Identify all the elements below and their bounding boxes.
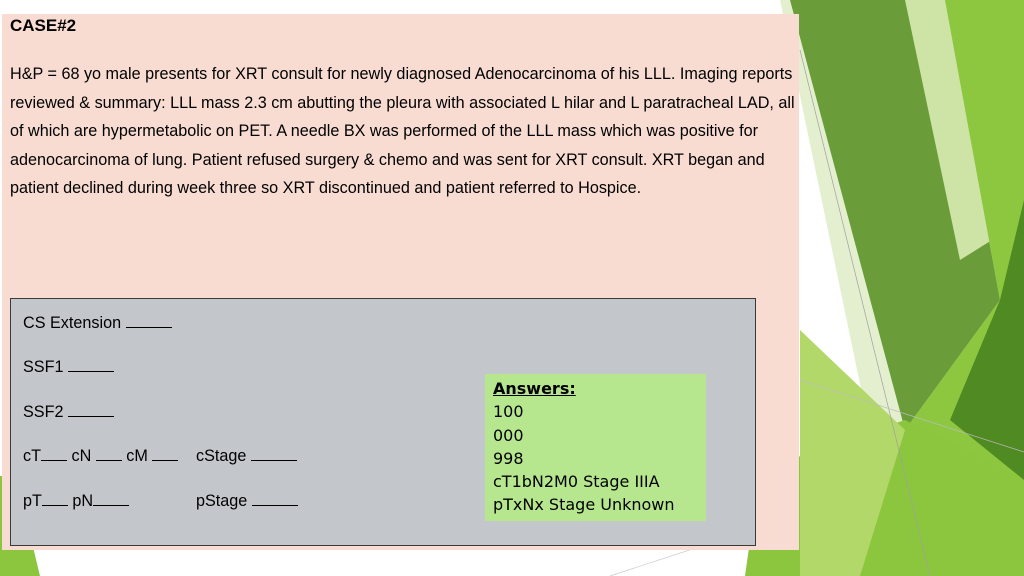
case-narrative: H&P = 68 yo male presents for XRT consult for newly diagnosed Adenocarcinoma of his LLL. Imaging reports reviewed & summary: LLL mass 2.3 cm abutting the pleura with associated L hilar and L paratracheal LAD, all of which are hypermetabolic on PET. A needle BX was performed of the LLL mass which was positive for adenocarcinoma of lung. Patient refused surgery & chemo and was sent for XRT consult. XRT began and patient declined during week three so XRT discontinued and patient referred to Hospice.: [10, 65, 795, 198]
answers-box: [485, 374, 706, 521]
ct-blank: [41, 446, 67, 461]
pstage-field: [196, 491, 298, 511]
pn-label: pN: [72, 492, 94, 510]
cstage-label: cStage: [196, 447, 247, 465]
pstage-blank: [252, 491, 298, 506]
ssf1-blank: [68, 357, 114, 372]
ssf2-label: SSF2: [23, 403, 64, 421]
cs-extension-field: [23, 313, 172, 333]
cs-extension-blank: [126, 313, 172, 328]
pn-blank: [93, 491, 129, 506]
ssf2-blank: [68, 402, 114, 417]
answer-pathologic-stage: pTxNx Stage Unknown: [493, 495, 675, 515]
cm-blank: [152, 446, 178, 461]
pt-label: pT: [23, 492, 42, 510]
cm-label: cM: [126, 447, 148, 465]
ssf1-field: [23, 357, 114, 377]
answers-heading: Answers:: [493, 379, 576, 398]
ssf2-field: [23, 402, 114, 422]
cstage-field: [196, 446, 297, 466]
cn-label: cN: [71, 447, 92, 465]
case-title: CASE#2: [10, 16, 77, 35]
pstage-label: pStage: [196, 492, 248, 510]
pathologic-tn-field: [23, 491, 129, 511]
answer-clinical-stage: cT1bN2M0 Stage IIIA: [493, 472, 660, 492]
cstage-blank: [251, 446, 297, 461]
answer-ssf2: 998: [493, 448, 524, 468]
cs-extension-label: CS Extension: [23, 314, 122, 332]
cn-blank: [96, 446, 122, 461]
answer-cs-extension: 100: [493, 402, 524, 422]
answer-ssf1: 000: [493, 425, 524, 445]
pt-blank: [42, 491, 68, 506]
clinical-tnm-field: [23, 446, 178, 466]
ct-label: cT: [23, 447, 41, 465]
ssf1-label: SSF1: [23, 358, 64, 376]
